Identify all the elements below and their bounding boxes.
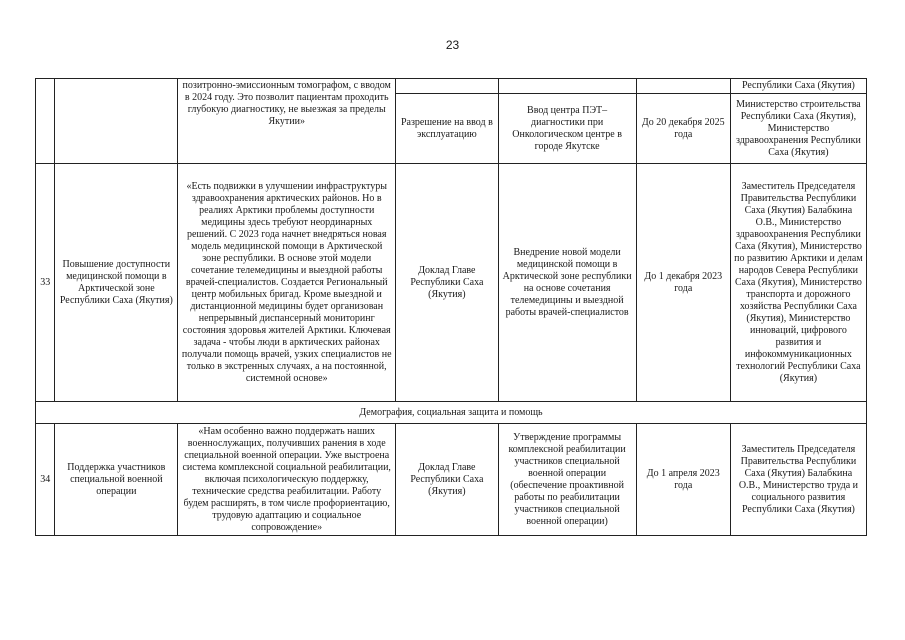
form-cell: Разрешение на ввод в эксплуатацию [396, 94, 498, 164]
name-cell: Повышение доступности медицинской помощи в Арктической зоне Республики Саха (Якутия) [55, 164, 178, 402]
form-cell [396, 79, 498, 94]
date-cell: До 1 апреля 2023 года [636, 424, 730, 536]
responsible-cell: Республики Саха (Якутия) [730, 79, 866, 94]
table-row [36, 79, 867, 94]
result-cell: Утверждение программы комплексной реабилитации участников специальной военной операции (обеспечение проактивной работы по реабилитации участников специальной военной операции) [498, 424, 636, 536]
section-row [36, 402, 867, 424]
table-row [36, 164, 867, 402]
num-cell: 34 [36, 424, 55, 536]
num-cell: 33 [36, 164, 55, 402]
section-title: Демография, социальная защита и помощь [36, 402, 867, 424]
date-cell: До 1 декабря 2023 года [636, 164, 730, 402]
result-cell: Ввод центра ПЭТ–диагностики при Онкологическом центре в городе Якутске [498, 94, 636, 164]
result-cell: Внедрение новой модели медицинской помощи в Арктической зоне республики на основе сочетания телемедицины и выездной работы врачей-специалистов [498, 164, 636, 402]
page-number: 23 [445, 38, 460, 52]
table-row [36, 424, 867, 536]
date-cell: До 20 декабря 2025 года [636, 94, 730, 164]
responsible-cell: Заместитель Председателя Правительства Республики Саха (Якутия) Балабкина О.В., Министерство здравоохранения Республики Саха (Якутия), Министерство по развитию Арктики и делам народов Севера Республики Саха (Якутия), Министерство транспорта и дорожного хозяйства Республики Саха (Якутия), Министерство инноваций, цифрового развития и инфокоммуникационных технологий Республики Саха (Якутия) [730, 164, 866, 402]
measures-table [35, 78, 867, 536]
responsible-cell: Заместитель Председателя Правительства Республики Саха (Якутия) Балабкина О.В., Министерство труда и социального развития Республики Саха (Якутия) [730, 424, 866, 536]
form-cell: Доклад Главе Республики Саха (Якутия) [396, 424, 498, 536]
name-cell: Поддержка участников специальной военной операции [55, 424, 178, 536]
result-cell [498, 79, 636, 94]
quote-cell: «Нам особенно важно поддержать наших военнослужащих, получивших ранения в ходе специальной военной операции. Уже выстроена система комплексной социальной реабилитации, включая психологическую поддержку, технические средства реабилитации. Работу будем расширять, в том числе профориентацию, трудовую адаптацию и социальное сопровождение» [178, 424, 396, 536]
responsible-cell: Министерство строительства Республики Саха (Якутия), Министерство здравоохранения Республики Саха (Якутия) [730, 94, 866, 164]
quote-cell: «Есть подвижки в улучшении инфраструктуры здравоохранения арктических районов. Но в реалиях Арктики проблемы доступности медицины здесь требуют неординарных решений. С 2023 года начнет внедряться новая модель медицинской помощи в Арктической зоне республики. В основе этой модели сочетание телемедицины и выездной работы врачей-специалистов. Создается Региональный центр мобильных бригад. Кроме выездной и дистанционной медицины будет организован непрерывный диспансерный мониторинг состояния здоровья жителей Арктики. Ключевая задача - чтобы люди в арктических районах получали помощь врачей, узких специалистов не только в экстренных случаях, а на постоянной, системной основе» [178, 164, 396, 402]
num-cell [36, 79, 55, 164]
date-cell [636, 79, 730, 94]
quote-cell: позитронно-эмиссионным томографом, с вводом в 2024 году. Это позволит пациентам проходить глубокую диагностику, не выезжая за пределы Якутии» [178, 79, 396, 164]
form-cell: Доклад Главе Республики Саха (Якутия) [396, 164, 498, 402]
name-cell [55, 79, 178, 164]
